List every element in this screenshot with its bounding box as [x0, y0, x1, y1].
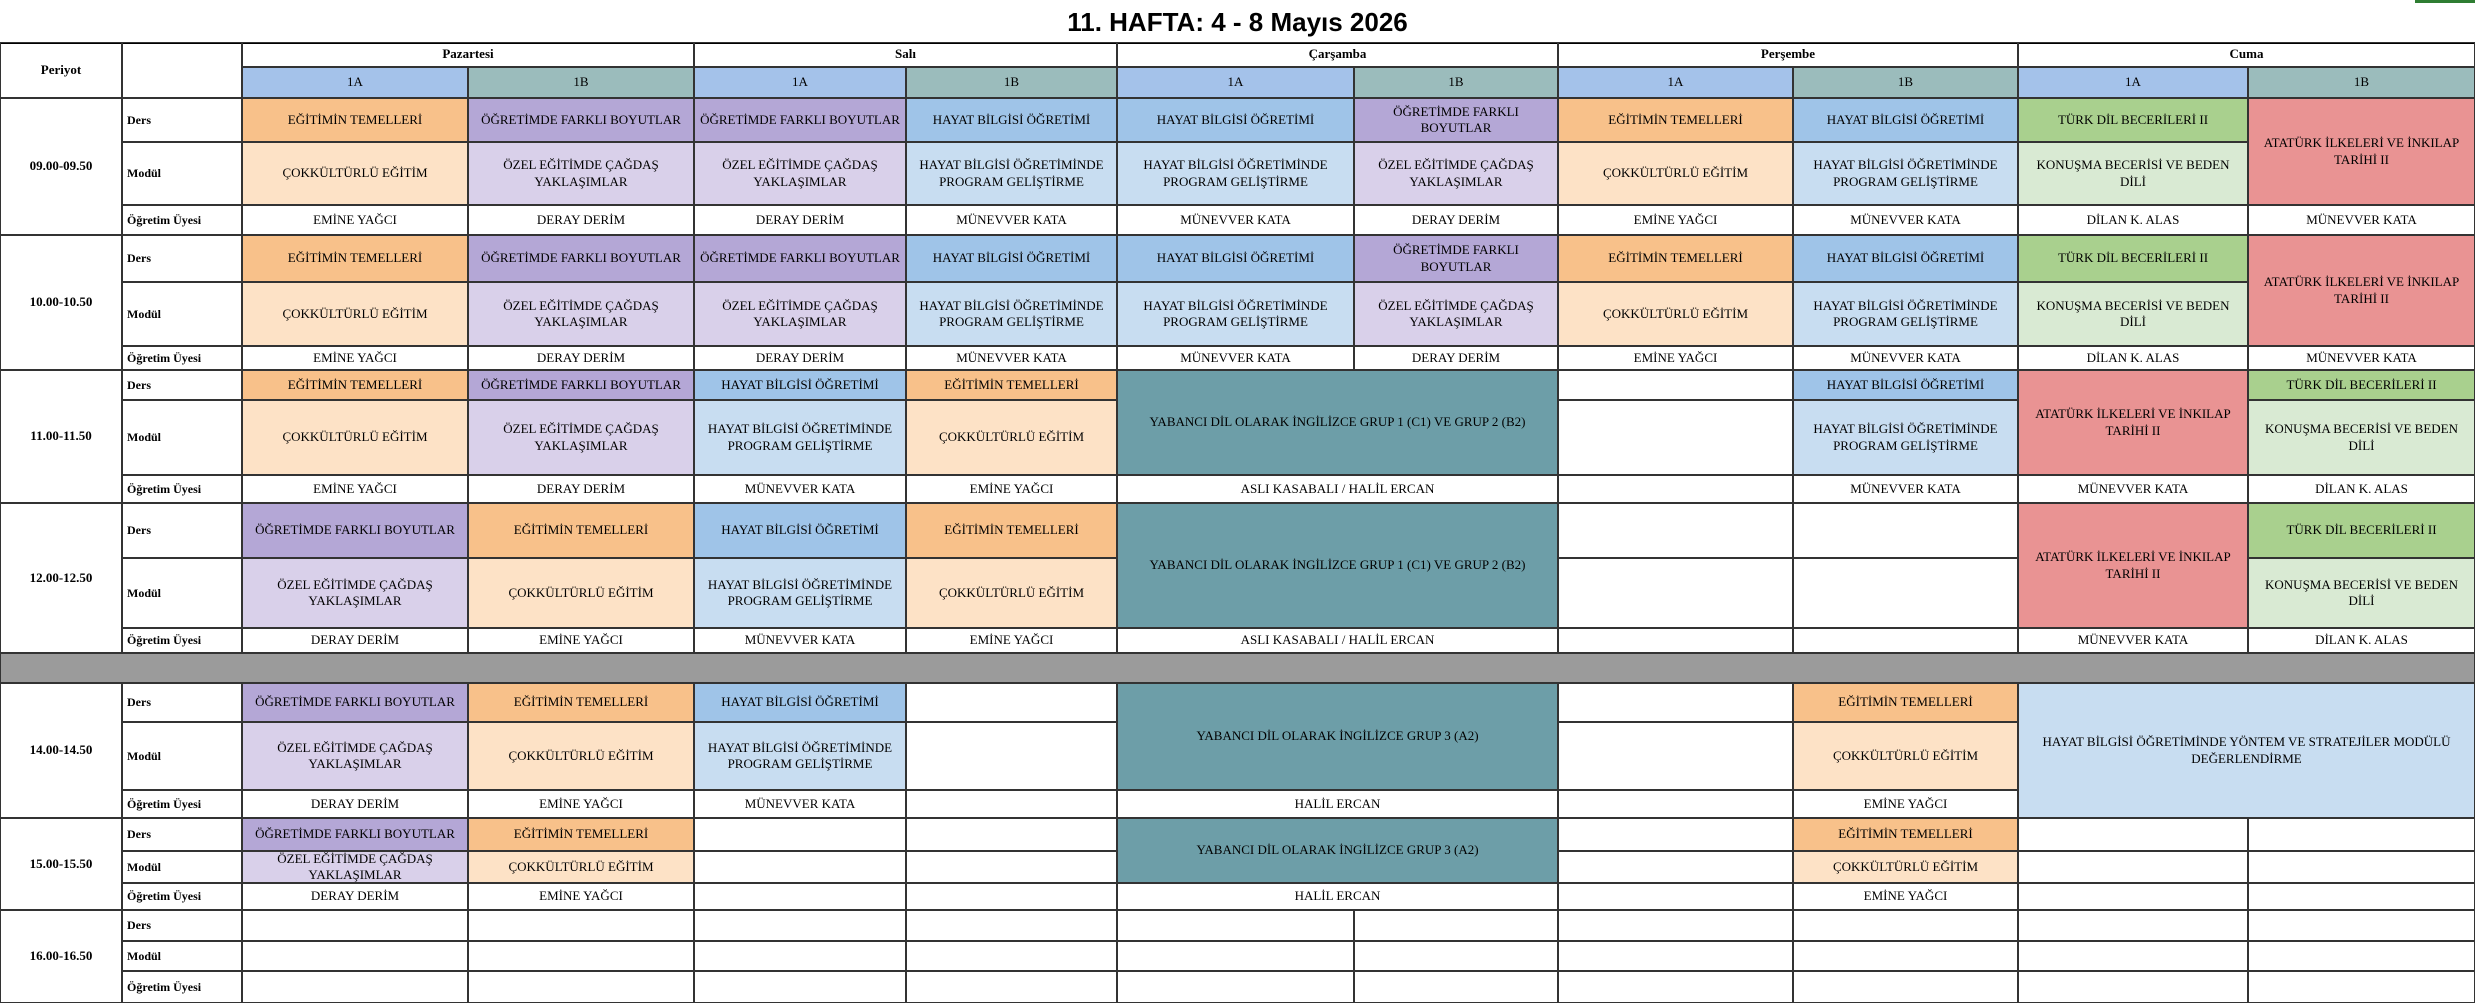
empty-cell: [694, 851, 906, 883]
row-label-ders: Ders: [122, 683, 242, 722]
instructor-name: EMİNE YAĞCI: [906, 628, 1117, 653]
course-name: EĞİTİMİN TEMELLERİ: [468, 818, 694, 851]
row-label-uye: Öğretim Üyesi: [122, 790, 242, 818]
empty-cell: [906, 683, 1117, 722]
instructor-name: EMİNE YAĞCI: [906, 475, 1117, 503]
group-header: 1B: [1793, 67, 2018, 98]
instructor-name: EMİNE YAĞCI: [468, 790, 694, 818]
empty-cell: [1793, 628, 2018, 653]
course-name: EĞİTİMİN TEMELLERİ: [1793, 818, 2018, 851]
module-name: ÖZEL EĞİTİMDE ÇAĞDAŞ YAKLAŞIMLAR: [242, 558, 468, 628]
module-name: HAYAT BİLGİSİ ÖĞRETİMİNDE PROGRAM GELİŞTİRME: [906, 142, 1117, 205]
course-name: EĞİTİMİN TEMELLERİ: [1793, 683, 2018, 722]
period-label: 12.00-12.50: [0, 503, 122, 653]
empty-cell: [1558, 683, 1793, 722]
row-label-uye: Öğretim Üyesi: [122, 628, 242, 653]
empty-cell: [1558, 851, 1793, 883]
row-label-uye: Öğretim Üyesi: [122, 205, 242, 235]
empty-cell: [468, 941, 694, 971]
course-name: HAYAT BİLGİSİ ÖĞRETİMİ: [694, 683, 906, 722]
row-label-uye: Öğretim Üyesi: [122, 346, 242, 370]
course-name: EĞİTİMİN TEMELLERİ: [242, 98, 468, 142]
instructor-name: DERAY DERİM: [1354, 205, 1558, 235]
course-name: YABANCI DİL OLARAK İNGİLİZCE GRUP 3 (A2): [1117, 818, 1558, 883]
course-name: TÜRK DİL BECERİLERİ II: [2018, 235, 2248, 282]
group-header: 1A: [694, 67, 906, 98]
empty-cell: [1793, 941, 2018, 971]
instructor-name: EMİNE YAĞCI: [242, 346, 468, 370]
instructor-name: DERAY DERİM: [242, 628, 468, 653]
course-name: YABANCI DİL OLARAK İNGİLİZCE GRUP 3 (A2): [1117, 683, 1558, 790]
row-label-uye: Öğretim Üyesi: [122, 883, 242, 910]
instructor-name: EMİNE YAĞCI: [1558, 346, 1793, 370]
row-label-modul: Modül: [122, 400, 242, 475]
empty-cell: [694, 818, 906, 851]
empty-cell: [1558, 883, 1793, 910]
period-label: 14.00-14.50: [0, 683, 122, 818]
course-name: ÖĞRETİMDE FARKLI BOYUTLAR: [242, 818, 468, 851]
course-name: HAYAT BİLGİSİ ÖĞRETİMİ: [1117, 98, 1354, 142]
empty-cell: [468, 910, 694, 941]
row-label-modul: Modül: [122, 941, 242, 971]
module-name: ÖZEL EĞİTİMDE ÇAĞDAŞ YAKLAŞIMLAR: [694, 142, 906, 205]
course-name: EĞİTİMİN TEMELLERİ: [242, 370, 468, 400]
course-name: HAYAT BİLGİSİ ÖĞRETİMİ: [1793, 370, 2018, 400]
course-name: EĞİTİMİN TEMELLERİ: [468, 503, 694, 558]
instructor-name: DİLAN K. ALAS: [2248, 628, 2475, 653]
course-name: ÖĞRETİMDE FARKLI BOYUTLAR: [1354, 98, 1558, 142]
empty-cell: [2018, 971, 2248, 1003]
period-label: 10.00-10.50: [0, 235, 122, 370]
course-name: HAYAT BİLGİSİ ÖĞRETİMİ: [906, 235, 1117, 282]
course-name: ÖĞRETİMDE FARKLI BOYUTLAR: [468, 235, 694, 282]
instructor-name: DİLAN K. ALAS: [2018, 205, 2248, 235]
instructor-name: MÜNEVVER KATA: [1117, 205, 1354, 235]
empty-cell: [242, 971, 468, 1003]
empty-cell: [1558, 370, 1793, 400]
empty-cell: [906, 971, 1117, 1003]
instructor-name: MÜNEVVER KATA: [694, 790, 906, 818]
empty-cell: [2248, 883, 2475, 910]
instructor-name: MÜNEVVER KATA: [694, 475, 906, 503]
course-name: ATATÜRK İLKELERİ VE İNKILAP TARİHİ II: [2248, 98, 2475, 205]
instructor-name: MÜNEVVER KATA: [2018, 628, 2248, 653]
empty-cell: [1558, 722, 1793, 790]
empty-cell: [2018, 851, 2248, 883]
module-name: ÖZEL EĞİTİMDE ÇAĞDAŞ YAKLAŞIMLAR: [468, 142, 694, 205]
module-name: HAYAT BİLGİSİ ÖĞRETİMİNDE PROGRAM GELİŞTİRME: [1117, 282, 1354, 346]
empty-cell: [1117, 971, 1354, 1003]
day-header: Salı: [694, 42, 1117, 67]
empty-cell: [694, 941, 906, 971]
module-name: HAYAT BİLGİSİ ÖĞRETİMİNDE PROGRAM GELİŞTİRME: [1793, 142, 2018, 205]
period-label: 16.00-16.50: [0, 910, 122, 1003]
empty-cell: [2248, 818, 2475, 851]
instructor-name: ASLI KASABALI / HALİL ERCAN: [1117, 475, 1558, 503]
module-name: ÇOKKÜLTÜRLÜ EĞİTİM: [468, 558, 694, 628]
group-header: 1B: [2248, 67, 2475, 98]
instructor-name: EMİNE YAĞCI: [1793, 883, 2018, 910]
empty-cell: [1793, 971, 2018, 1003]
module-name: ÖZEL EĞİTİMDE ÇAĞDAŞ YAKLAŞIMLAR: [242, 722, 468, 790]
instructor-name: DERAY DERİM: [694, 205, 906, 235]
page-title: 11. HAFTA: 4 - 8 Mayıs 2026: [0, 0, 2475, 44]
group-header: 1B: [906, 67, 1117, 98]
module-name: HAYAT BİLGİSİ ÖĞRETİMİNDE PROGRAM GELİŞTİRME: [1793, 400, 2018, 475]
empty-cell: [2248, 851, 2475, 883]
course-name: ÖĞRETİMDE FARKLI BOYUTLAR: [468, 98, 694, 142]
module-name: ÖZEL EĞİTİMDE ÇAĞDAŞ YAKLAŞIMLAR: [468, 282, 694, 346]
empty-cell: [906, 790, 1117, 818]
module-name: HAYAT BİLGİSİ ÖĞRETİMİNDE PROGRAM GELİŞTİRME: [694, 400, 906, 475]
module-name: ÇOKKÜLTÜRLÜ EĞİTİM: [906, 400, 1117, 475]
instructor-name: MÜNEVVER KATA: [906, 346, 1117, 370]
empty-cell: [906, 941, 1117, 971]
course-name: ATATÜRK İLKELERİ VE İNKILAP TARİHİ II: [2018, 370, 2248, 475]
group-header: 1B: [468, 67, 694, 98]
empty-cell: [906, 851, 1117, 883]
period-header: Periyot: [0, 42, 122, 98]
period-label: 09.00-09.50: [0, 98, 122, 235]
module-name: ÖZEL EĞİTİMDE ÇAĞDAŞ YAKLAŞIMLAR: [1354, 282, 1558, 346]
empty-cell: [906, 722, 1117, 790]
row-label-modul: Modül: [122, 282, 242, 346]
course-name: EĞİTİMİN TEMELLERİ: [1558, 98, 1793, 142]
module-name: ÇOKKÜLTÜRLÜ EĞİTİM: [1558, 282, 1793, 346]
course-name: TÜRK DİL BECERİLERİ II: [2248, 503, 2475, 558]
instructor-name: EMİNE YAĞCI: [468, 883, 694, 910]
lunch-break-bar: [0, 653, 2475, 683]
empty-cell: [1558, 400, 1793, 475]
module-name: ÖZEL EĞİTİMDE ÇAĞDAŞ YAKLAŞIMLAR: [242, 851, 468, 883]
course-name: HAYAT BİLGİSİ ÖĞRETİMİ: [906, 98, 1117, 142]
empty-cell: [694, 910, 906, 941]
module-name: ÖZEL EĞİTİMDE ÇAĞDAŞ YAKLAŞIMLAR: [694, 282, 906, 346]
group-header: 1A: [1558, 67, 1793, 98]
course-name: EĞİTİMİN TEMELLERİ: [242, 235, 468, 282]
instructor-name: DİLAN K. ALAS: [2248, 475, 2475, 503]
module-name: HAYAT BİLGİSİ ÖĞRETİMİNDE PROGRAM GELİŞTİRME: [694, 722, 906, 790]
empty-cell: [2248, 971, 2475, 1003]
instructor-name: DERAY DERİM: [242, 883, 468, 910]
row-label-ders: Ders: [122, 235, 242, 282]
row-label-ders: Ders: [122, 370, 242, 400]
course-name: ATATÜRK İLKELERİ VE İNKILAP TARİHİ II: [2018, 503, 2248, 628]
course-name: TÜRK DİL BECERİLERİ II: [2248, 370, 2475, 400]
period-label: 15.00-15.50: [0, 818, 122, 910]
course-name: ÖĞRETİMDE FARKLI BOYUTLAR: [1354, 235, 1558, 282]
course-name: TÜRK DİL BECERİLERİ II: [2018, 98, 2248, 142]
empty-cell: [694, 883, 906, 910]
course-name: HAYAT BİLGİSİ ÖĞRETİMİ: [1793, 98, 2018, 142]
empty-cell: [1354, 910, 1558, 941]
module-name: ÇOKKÜLTÜRLÜ EĞİTİM: [1793, 851, 2018, 883]
empty-cell: [2018, 883, 2248, 910]
module-name: ÖZEL EĞİTİMDE ÇAĞDAŞ YAKLAŞIMLAR: [468, 400, 694, 475]
day-header: Cuma: [2018, 42, 2475, 67]
day-header: Pazartesi: [242, 42, 694, 67]
empty-cell: [1117, 910, 1354, 941]
course-name: EĞİTİMİN TEMELLERİ: [906, 503, 1117, 558]
instructor-name: MÜNEVVER KATA: [2248, 346, 2475, 370]
instructor-name: DİLAN K. ALAS: [2018, 346, 2248, 370]
module-name: KONUŞMA BECERİSİ VE BEDEN DİLİ: [2248, 400, 2475, 475]
course-name: HAYAT BİLGİSİ ÖĞRETİMİ: [1117, 235, 1354, 282]
row-label-modul: Modül: [122, 142, 242, 205]
instructor-name: MÜNEVVER KATA: [1793, 205, 2018, 235]
module-name: ÇOKKÜLTÜRLÜ EĞİTİM: [1558, 142, 1793, 205]
row-label-modul: Modül: [122, 722, 242, 790]
row-label-ders: Ders: [122, 910, 242, 941]
course-name: ÖĞRETİMDE FARKLI BOYUTLAR: [694, 98, 906, 142]
instructor-name: HALİL ERCAN: [1117, 790, 1558, 818]
course-name: ÖĞRETİMDE FARKLI BOYUTLAR: [468, 370, 694, 400]
instructor-name: EMİNE YAĞCI: [242, 475, 468, 503]
empty-cell: [906, 883, 1117, 910]
empty-cell: [1558, 818, 1793, 851]
module-name: HAYAT BİLGİSİ ÖĞRETİMİNDE PROGRAM GELİŞTİRME: [694, 558, 906, 628]
row-label-modul: Modül: [122, 851, 242, 883]
instructor-name: EMİNE YAĞCI: [1793, 790, 2018, 818]
empty-cell: [468, 971, 694, 1003]
empty-cell: [1558, 475, 1793, 503]
course-name: HAYAT BİLGİSİ ÖĞRETİMİNDE YÖNTEM VE STRATEJİLER MODÜLÜ DEĞERLENDİRME: [2018, 683, 2475, 818]
course-name: EĞİTİMİN TEMELLERİ: [468, 683, 694, 722]
instructor-name: DERAY DERİM: [468, 475, 694, 503]
course-name: HAYAT BİLGİSİ ÖĞRETİMİ: [1793, 235, 2018, 282]
empty-cell: [694, 971, 906, 1003]
row-label-ders: Ders: [122, 98, 242, 142]
empty-cell: [906, 818, 1117, 851]
instructor-name: MÜNEVVER KATA: [1793, 346, 2018, 370]
module-name: ÇOKKÜLTÜRLÜ EĞİTİM: [242, 282, 468, 346]
empty-cell: [2018, 910, 2248, 941]
group-header: 1A: [2018, 67, 2248, 98]
empty-cell: [242, 941, 468, 971]
empty-cell: [1354, 941, 1558, 971]
row-label-uye: Öğretim Üyesi: [122, 971, 242, 1003]
module-name: ÇOKKÜLTÜRLÜ EĞİTİM: [468, 851, 694, 883]
empty-cell: [1558, 628, 1793, 653]
empty-cell: [2248, 910, 2475, 941]
empty-cell: [1354, 971, 1558, 1003]
empty-cell: [242, 910, 468, 941]
instructor-name: MÜNEVVER KATA: [906, 205, 1117, 235]
module-name: KONUŞMA BECERİSİ VE BEDEN DİLİ: [2248, 558, 2475, 628]
instructor-name: EMİNE YAĞCI: [468, 628, 694, 653]
module-name: HAYAT BİLGİSİ ÖĞRETİMİNDE PROGRAM GELİŞTİRME: [1117, 142, 1354, 205]
empty-cell: [1558, 558, 1793, 628]
instructor-name: EMİNE YAĞCI: [1558, 205, 1793, 235]
empty-cell: [906, 910, 1117, 941]
empty-cell: [1793, 910, 2018, 941]
group-header: 1A: [1117, 67, 1354, 98]
instructor-name: DERAY DERİM: [1354, 346, 1558, 370]
day-header: Perşembe: [1558, 42, 2018, 67]
group-header: 1A: [242, 67, 468, 98]
period-label: 11.00-11.50: [0, 370, 122, 503]
day-header: Çarşamba: [1117, 42, 1558, 67]
empty-cell: [1793, 503, 2018, 558]
empty-cell: [2018, 818, 2248, 851]
empty-cell: [2248, 941, 2475, 971]
instructor-name: DERAY DERİM: [242, 790, 468, 818]
course-name: YABANCI DİL OLARAK İNGİLİZCE GRUP 1 (C1) VE GRUP 2 (B2): [1117, 370, 1558, 475]
module-name: ÖZEL EĞİTİMDE ÇAĞDAŞ YAKLAŞIMLAR: [1354, 142, 1558, 205]
instructor-name: ASLI KASABALI / HALİL ERCAN: [1117, 628, 1558, 653]
empty-cell: [1558, 941, 1793, 971]
empty-cell: [2018, 941, 2248, 971]
instructor-name: MÜNEVVER KATA: [694, 628, 906, 653]
course-name: EĞİTİMİN TEMELLERİ: [906, 370, 1117, 400]
instructor-name: MÜNEVVER KATA: [1793, 475, 2018, 503]
module-name: ÇOKKÜLTÜRLÜ EĞİTİM: [1793, 722, 2018, 790]
row-label-uye: Öğretim Üyesi: [122, 475, 242, 503]
course-name: HAYAT BİLGİSİ ÖĞRETİMİ: [694, 503, 906, 558]
course-name: ÖĞRETİMDE FARKLI BOYUTLAR: [694, 235, 906, 282]
module-name: KONUŞMA BECERİSİ VE BEDEN DİLİ: [2018, 282, 2248, 346]
empty-cell: [1793, 558, 2018, 628]
module-name: ÇOKKÜLTÜRLÜ EĞİTİM: [242, 142, 468, 205]
instructor-name: MÜNEVVER KATA: [1117, 346, 1354, 370]
course-name: ATATÜRK İLKELERİ VE İNKILAP TARİHİ II: [2248, 235, 2475, 346]
course-name: EĞİTİMİN TEMELLERİ: [1558, 235, 1793, 282]
instructor-name: MÜNEVVER KATA: [2248, 205, 2475, 235]
instructor-name: HALİL ERCAN: [1117, 883, 1558, 910]
empty-cell: [1558, 971, 1793, 1003]
module-name: HAYAT BİLGİSİ ÖĞRETİMİNDE PROGRAM GELİŞTİRME: [906, 282, 1117, 346]
module-name: ÇOKKÜLTÜRLÜ EĞİTİM: [242, 400, 468, 475]
instructor-name: DERAY DERİM: [468, 205, 694, 235]
instructor-name: DERAY DERİM: [694, 346, 906, 370]
course-name: ÖĞRETİMDE FARKLI BOYUTLAR: [242, 503, 468, 558]
instructor-name: MÜNEVVER KATA: [2018, 475, 2248, 503]
empty-cell: [1558, 503, 1793, 558]
empty-cell: [1558, 910, 1793, 941]
instructor-name: EMİNE YAĞCI: [242, 205, 468, 235]
course-name: HAYAT BİLGİSİ ÖĞRETİMİ: [694, 370, 906, 400]
module-name: HAYAT BİLGİSİ ÖĞRETİMİNDE PROGRAM GELİŞTİRME: [1793, 282, 2018, 346]
row-label-ders: Ders: [122, 503, 242, 558]
empty-cell: [1117, 941, 1354, 971]
course-name: ÖĞRETİMDE FARKLI BOYUTLAR: [242, 683, 468, 722]
row-label-modul: Modül: [122, 558, 242, 628]
module-name: ÇOKKÜLTÜRLÜ EĞİTİM: [468, 722, 694, 790]
row-label-ders: Ders: [122, 818, 242, 851]
blank-header-cell: [122, 42, 242, 98]
module-name: KONUŞMA BECERİSİ VE BEDEN DİLİ: [2018, 142, 2248, 205]
module-name: ÇOKKÜLTÜRLÜ EĞİTİM: [906, 558, 1117, 628]
instructor-name: DERAY DERİM: [468, 346, 694, 370]
empty-cell: [1558, 790, 1793, 818]
course-name: YABANCI DİL OLARAK İNGİLİZCE GRUP 1 (C1) VE GRUP 2 (B2): [1117, 503, 1558, 628]
group-header: 1B: [1354, 67, 1558, 98]
